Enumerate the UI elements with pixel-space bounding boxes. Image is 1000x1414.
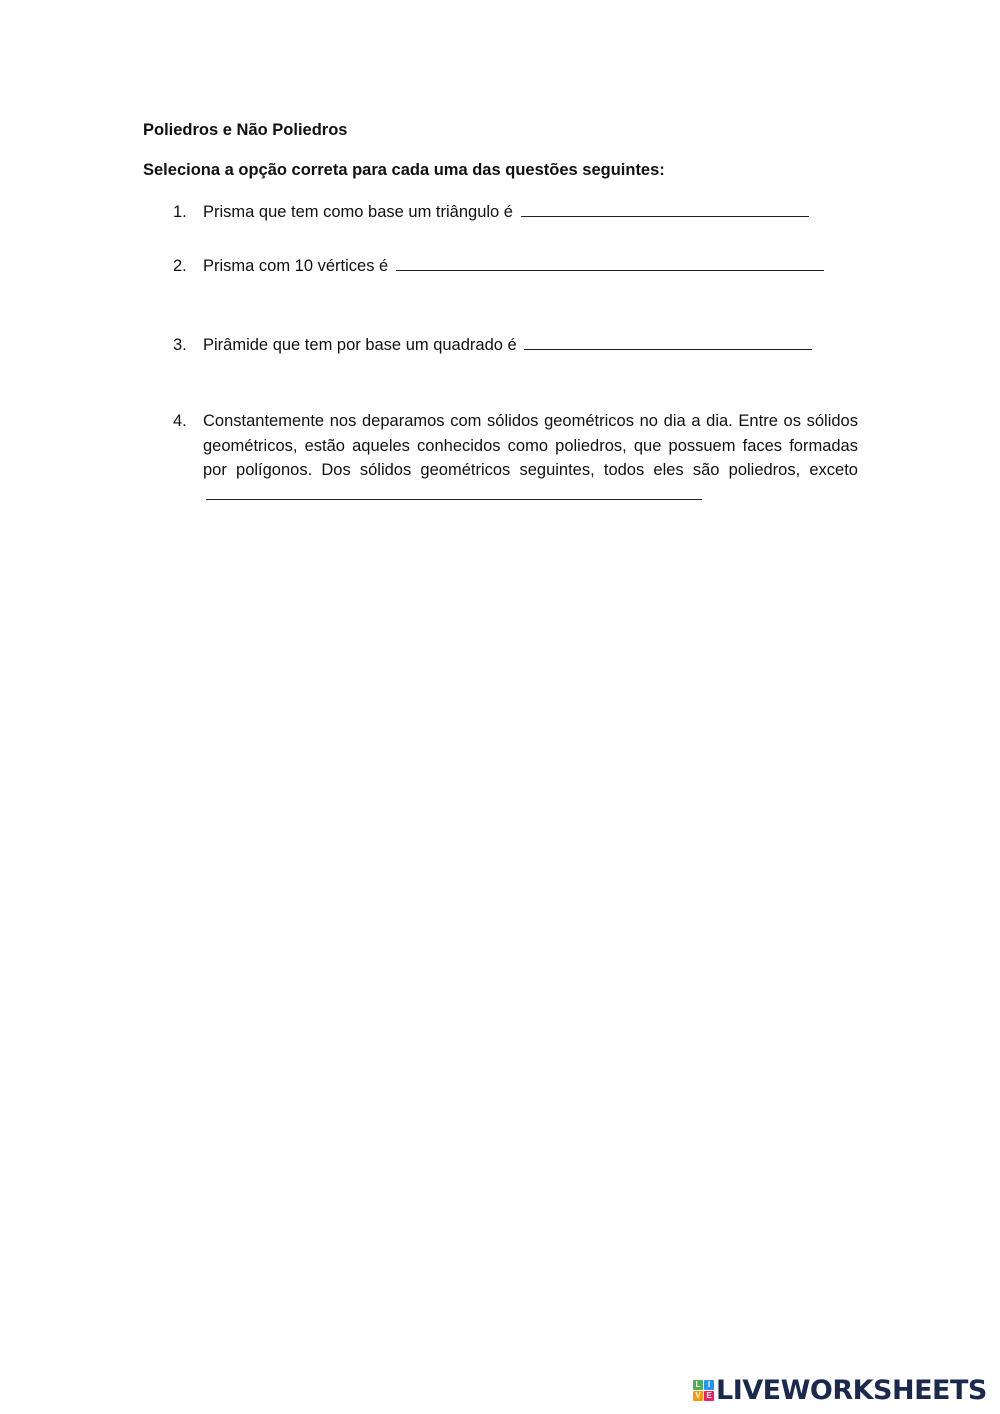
logo-text: LIVEWORKSHEETS bbox=[716, 1374, 987, 1406]
question-number: 4. bbox=[173, 412, 187, 430]
worksheet-title: Poliedros e Não Poliedros bbox=[143, 121, 348, 139]
question-3 bbox=[170, 333, 858, 358]
question-text: Prisma que tem como base um triângulo é bbox=[203, 203, 513, 221]
question-4 bbox=[170, 409, 858, 507]
answer-blank-3[interactable] bbox=[524, 335, 812, 350]
worksheet-instruction: Seleciona a opção correta para cada uma das questões seguintes: bbox=[143, 161, 665, 179]
liveworksheets-logo bbox=[693, 1376, 987, 1404]
logo-mark-icon bbox=[693, 1380, 714, 1401]
question-1 bbox=[170, 200, 858, 225]
question-number: 2. bbox=[173, 257, 187, 275]
answer-blank-4[interactable] bbox=[206, 485, 702, 500]
logo-tile-l: L bbox=[693, 1380, 703, 1390]
answer-blank-2[interactable] bbox=[396, 256, 824, 271]
logo-tile-e: E bbox=[704, 1391, 714, 1401]
question-number: 3. bbox=[173, 336, 187, 354]
logo-tile-i: I bbox=[704, 1380, 714, 1390]
question-2 bbox=[170, 254, 858, 279]
question-text: Pirâmide que tem por base um quadrado é bbox=[203, 336, 517, 354]
answer-blank-1[interactable] bbox=[521, 202, 809, 217]
question-text: Constantemente nos deparamos com sólidos geométricos no dia a dia. Entre os sólidos geométricos, estão aqueles conhecidos como poliedros, que possuem faces formadas por polígonos. Dos sólidos geométricos seguintes, todos eles são poliedros, exceto bbox=[203, 412, 858, 479]
logo-tile-v: V bbox=[693, 1391, 703, 1401]
question-number: 1. bbox=[173, 203, 187, 221]
question-text: Prisma com 10 vértices é bbox=[203, 257, 389, 275]
